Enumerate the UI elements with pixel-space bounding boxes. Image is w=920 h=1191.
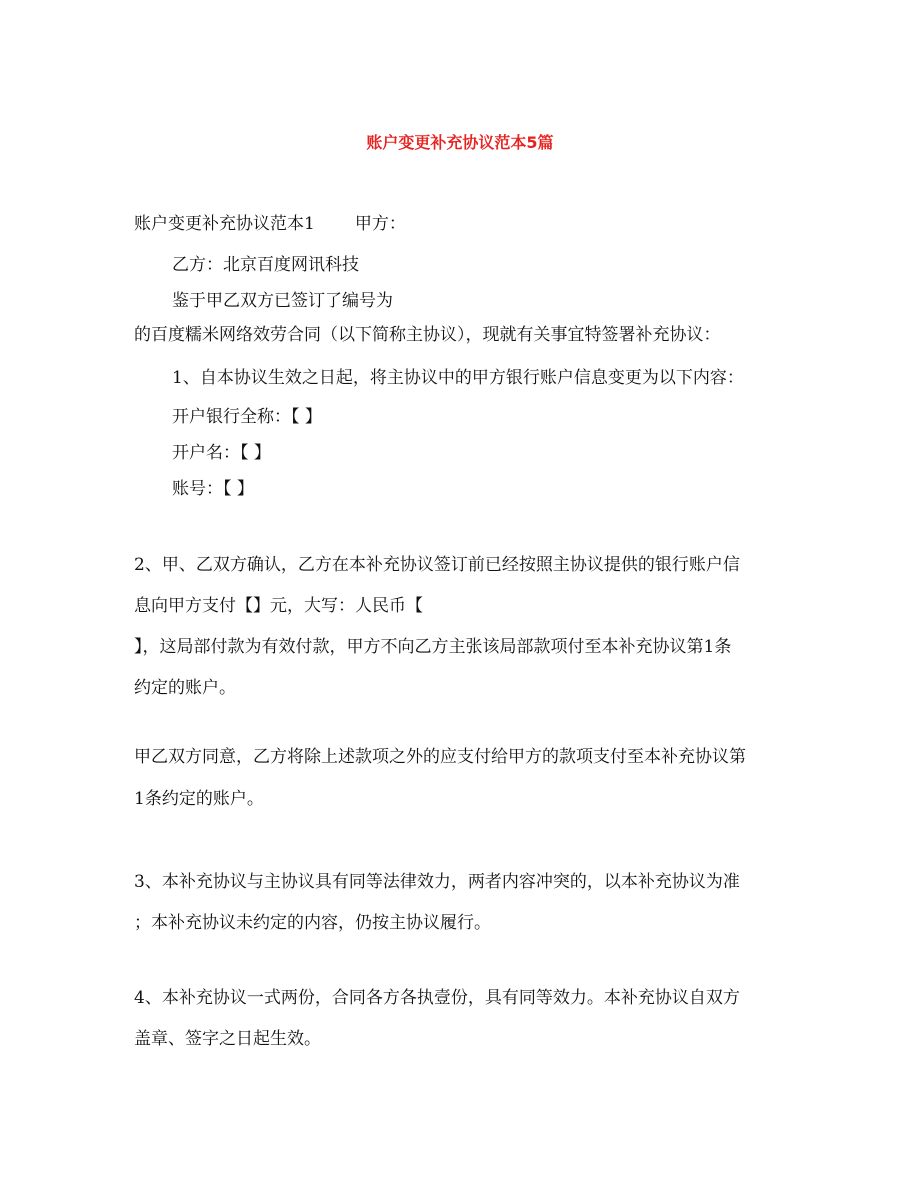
intro-line: [134, 212, 406, 236]
bank-name-field: 开户银行全称：【 】: [172, 407, 322, 427]
intro-label: 账户变更补充协议范本1: [134, 214, 315, 234]
clause-2-line-3: 】，这局部付款为有效付款，甲方不向乙方主张该局部款项付至本补充协议第1条: [134, 637, 732, 657]
paragraph-line-1: 甲乙双方同意，乙方将除上述款项之外的应支付给甲方的款项支付至本补充协议第: [134, 747, 746, 767]
document-title: 账户变更补充协议范本5篇: [366, 133, 554, 152]
paragraph-line-2: 1条约定的账户。: [134, 789, 264, 809]
clause-1: 1、自本协议生效之日起，将主协议中的甲方银行账户信息变更为以下内容：: [172, 368, 744, 388]
whereas-line-2: 的百度糯米网络效劳合同（以下简称主协议），现就有关事宜特签署补充协议：: [134, 325, 721, 345]
clause-2-line-4: 约定的账户。: [134, 678, 236, 698]
clause-2-line-2: 息向甲方支付【】元，大写：人民币【: [134, 596, 423, 616]
party-a-label: 甲方：: [354, 214, 406, 234]
party-b-line: 乙方：北京百度网讯科技: [172, 255, 359, 275]
account-number-field: 账号：【 】: [172, 479, 254, 499]
clause-3-line-2: ；本补充协议未约定的内容，仍按主协议履行。: [134, 913, 491, 933]
clause-4-line-2: 盖章、签字之日起生效。: [134, 1029, 321, 1049]
clause-2-line-1: 2、甲、乙双方确认，乙方在本补充协议签订前已经按照主协议提供的银行账户信: [134, 555, 740, 575]
whereas-line-1: 鉴于甲乙双方已签订了编号为: [172, 291, 393, 311]
clause-4-line-1: 4、本补充协议一式两份，合同各方各执壹份，具有同等效力。本补充协议自双方: [134, 988, 740, 1008]
account-name-field: 开户名：【 】: [172, 443, 271, 463]
clause-3-line-1: 3、本补充协议与主协议具有同等法律效力，两者内容冲突的，以本补充协议为准: [134, 872, 740, 892]
